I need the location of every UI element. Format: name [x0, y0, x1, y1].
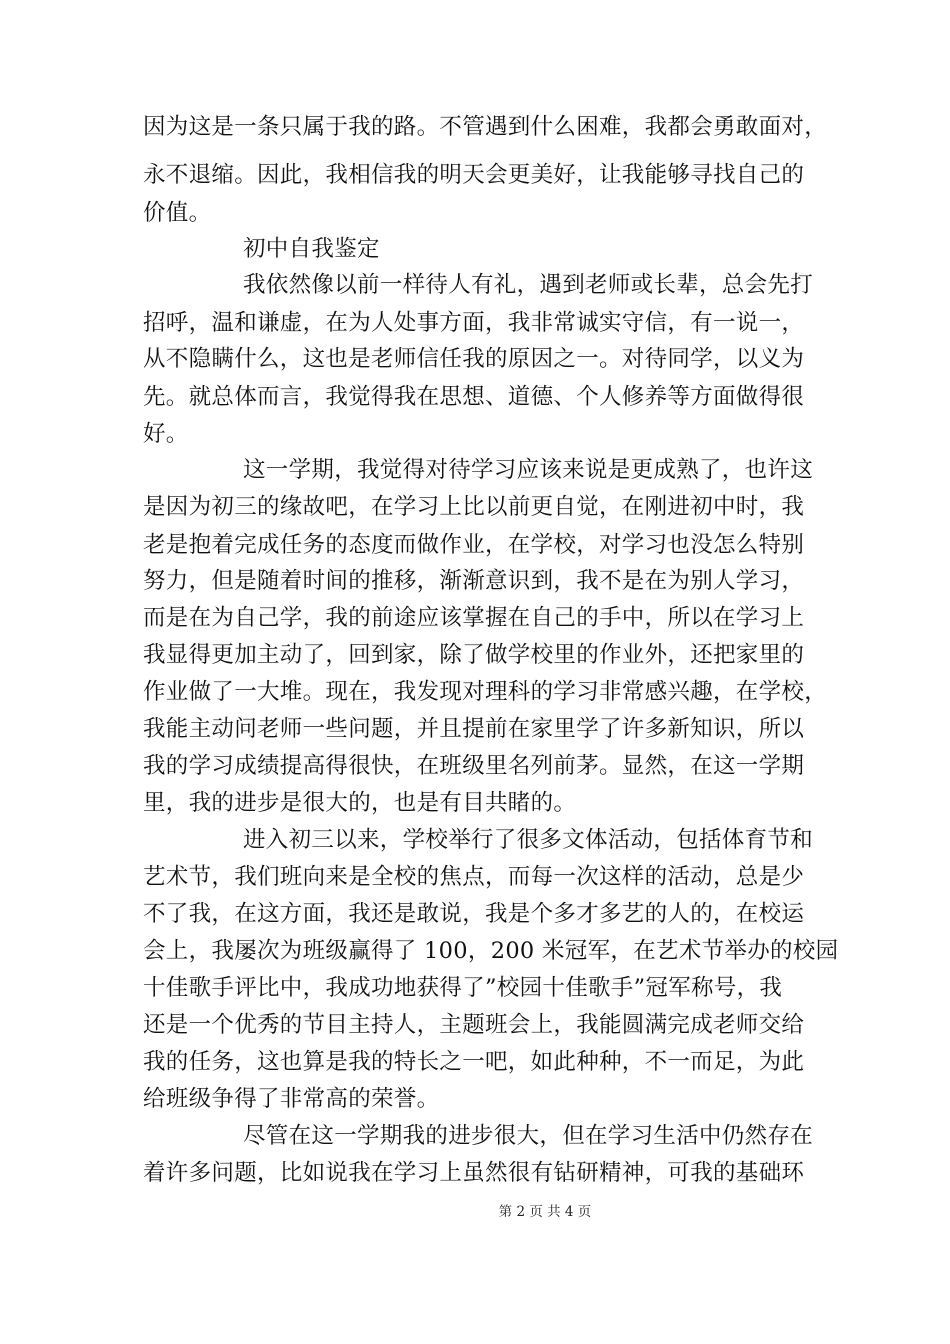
text-line: 给班级争得了非常高的荣誉。	[143, 1086, 440, 1112]
text-line: 会上，我屡次为班级赢得了 100，200 米冠军，在艺术节举办的校园	[143, 938, 839, 964]
text-line: 从不隐瞒什么，这也是老师信任我的原因之一。对待同学，以义为	[143, 346, 805, 372]
text-line: 尽管在这一学期我的进步很大，但在学习生活中仍然存在	[243, 1123, 814, 1149]
text-line: 这一学期，我觉得对待学习应该来说是更成熟了，也许这	[243, 457, 814, 483]
text-line: 永不退缩。因此，我相信我的明天会更美好，让我能够寻找自己的	[143, 162, 805, 188]
text-line: 我显得更加主动了，回到家，除了做学校里的作业外，还把家里的	[143, 642, 805, 668]
text-line: 不了我，在这方面，我还是敢说，我是个多才多艺的人的，在校运	[143, 901, 805, 927]
text-line: 招呼，温和谦虚，在为人处事方面，我非常诚实守信，有一说一，	[143, 310, 805, 336]
text-line: 价值。	[143, 200, 212, 226]
text-line: 还是一个优秀的节目主持人，主题班会上，我能圆满完成老师交给	[143, 1012, 805, 1038]
page-number-footer: 第 2 页 共 4 页	[498, 1204, 592, 1220]
text-line: 是因为初三的缘故吧，在学习上比以前更自觉，在刚进初中时，我	[143, 494, 805, 520]
text-line: 十佳歌手评比中，我成功地获得了”校园十佳歌手”冠军称号，我	[143, 975, 783, 1001]
text-line: 而是在为自己学，我的前途应该掌握在自己的手中，所以在学习上	[143, 605, 805, 631]
text-line: 因为这是一条只属于我的路。不管遇到什么困难，我都会勇敢面对，	[143, 114, 828, 140]
text-line: 作业做了一大堆。现在，我发现对理科的学习非常感兴趣，在学校，	[143, 679, 828, 705]
text-line: 老是抱着完成任务的态度而做作业，在学校，对学习也没怎么特别	[143, 532, 805, 558]
text-line: 着许多问题，比如说我在学习上虽然很有钻研精神，可我的基础环	[143, 1160, 805, 1186]
text-line: 艺术节，我们班向来是全校的焦点，而每一次这样的活动，总是少	[143, 864, 805, 890]
text-line: 我依然像以前一样待人有礼，遇到老师或长辈，总会先打	[243, 272, 814, 298]
section-heading: 初中自我鉴定	[243, 236, 380, 262]
text-line: 好。	[143, 421, 189, 447]
text-line: 里，我的进步是很大的，也是有目共睹的。	[143, 790, 577, 816]
text-line: 我的任务，这也算是我的特长之一吧，如此种种，不一而足，为此	[143, 1049, 805, 1075]
text-line: 我能主动问老师一些问题，并且提前在家里学了许多新知识，所以	[143, 716, 805, 742]
text-line: 努力，但是随着时间的推移，渐渐意识到，我不是在为别人学习，	[143, 568, 805, 594]
text-line: 先。就总体而言，我觉得我在思想、道德、个人修养等方面做得很	[143, 384, 805, 410]
text-line: 我的学习成绩提高得很快，在班级里名列前茅。显然，在这一学期	[143, 753, 805, 779]
text-line: 进入初三以来，学校举行了很多文体活动，包括体育节和	[243, 827, 814, 853]
